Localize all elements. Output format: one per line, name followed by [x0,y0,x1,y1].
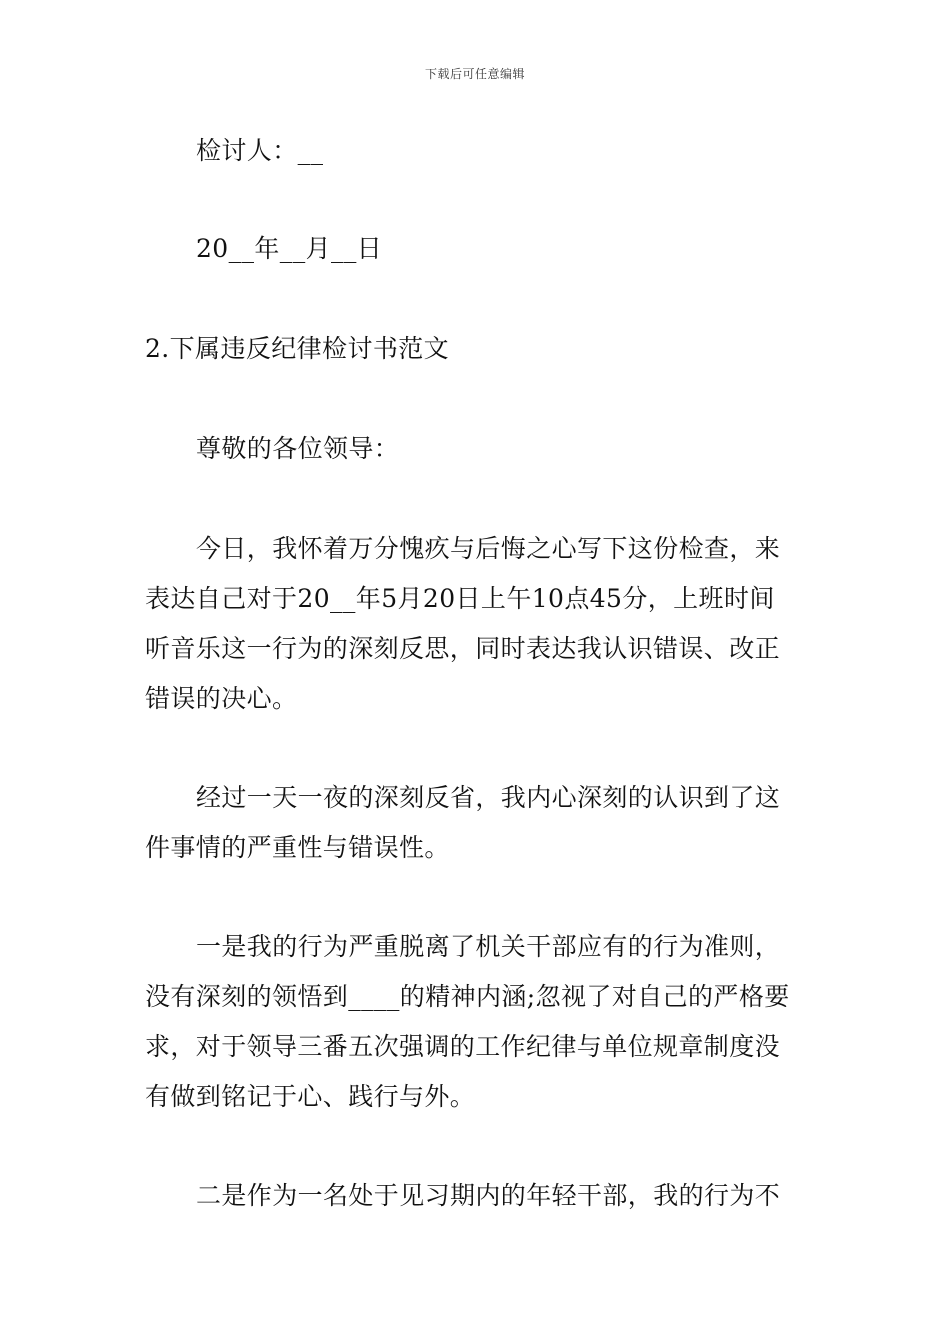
paragraph-line: 经过一天一夜的深刻反省，我内心深刻的认识到了这 [196,783,781,812]
paragraph-line: 求，对于领导三番五次强调的工作纪律与单位规章制度没 [145,1032,781,1061]
paragraph-1 [145,524,810,724]
section-title: 2.下属违反纪律检讨书范文 [145,334,450,363]
signature-date: 20__年__月__日 [196,234,383,263]
reviewer-signature: 检讨人：__ [196,136,324,165]
paragraph-line: 今日，我怀着万分愧疚与后悔之心写下这份检查，来 [196,534,781,563]
header-note: 下载后可任意编辑 [424,67,525,81]
paragraph-line: 表达自己对于20__年5月20日上午10点45分，上班时间 [145,584,775,613]
paragraph-line: 没有深刻的领悟到____的精神内涵;忽视了对自己的严格要 [145,982,790,1011]
paragraph-2 [145,773,810,873]
paragraph-line: 有做到铭记于心、践行与外。 [145,1082,476,1111]
paragraph-4 [145,1171,810,1221]
paragraph-line: 听音乐这一行为的深刻反思，同时表达我认识错误、改正 [145,634,781,663]
paragraph-line: 一是我的行为严重脱离了机关干部应有的行为准则， [196,932,781,961]
paragraph-line: 件事情的严重性与错误性。 [145,833,450,862]
paragraph-3 [145,922,810,1122]
salutation: 尊敬的各位领导： [196,434,400,463]
paragraph-line: 错误的决心。 [145,684,298,713]
paragraph-line: 二是作为一名处于见习期内的年轻干部，我的行为不 [196,1181,781,1210]
